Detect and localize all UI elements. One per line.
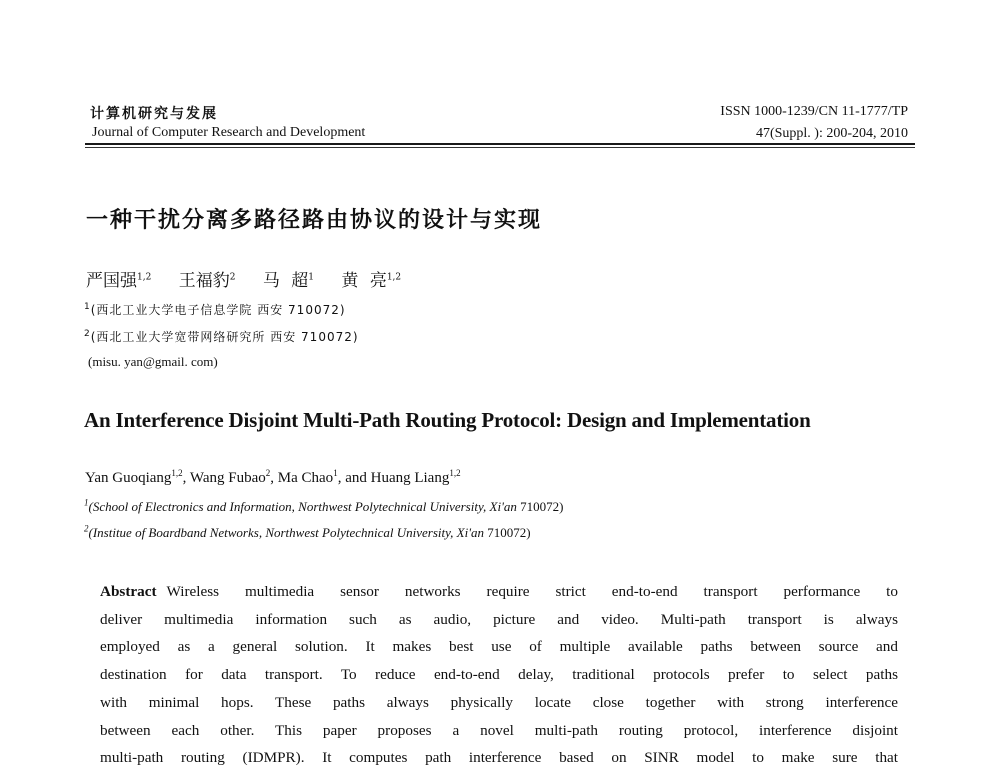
volume-pages: 47(Suppl. ): 200-204, 2010 (755, 126, 908, 141)
abstract-line: Abstract Wireless multimedia sensor networks require strict end-to-end transport performance to (100, 583, 898, 600)
journal-name-cn: 计算机研究与发展 (90, 106, 218, 122)
abstract-line: multi-path routing (IDMPR). It computes path interference based on SINR model to make sure that (100, 749, 898, 767)
affiliation-en: $^1$(School of Electronics and Information, Northwest Polytechnical University, Xi'an 710072) (84, 497, 564, 514)
abstract-line: between each other. This paper proposes a novel multi-path routing protocol, interference disjoint (100, 721, 898, 739)
author-en: Ma Chao$^1$ (277, 468, 338, 486)
affiliation-cn: $^1$(西北工业大学电子信息学院 西安 710072) (84, 302, 346, 317)
author-cn: 马 超$^1$ (262, 271, 315, 291)
abstract-line: with minimal hops. These paths always physically locate close together with strong interference (100, 693, 898, 711)
author-en: Wang Fubao$^2$ (189, 468, 271, 486)
issn: ISSN 1000-1239/CN 11-1777/TP (720, 104, 908, 119)
author-email: (misu. yan@gmail. com) (88, 354, 218, 369)
abstract-line: employed as a general solution. It makes best use of multiple available paths between source and (100, 638, 898, 656)
author-en: Huang Liang$^{1,2}$ (370, 468, 461, 486)
title-en: An Interference Disjoint Multi-Path Routing Protocol: Design and Implementation (84, 408, 811, 432)
abstract-line: destination for data transport. To reduce end-to-end delay, traditional protocols prefer to select paths (100, 666, 898, 684)
abstract-line: deliver multimedia information such as audio, picture and video. Multi-path transport is always (100, 610, 898, 628)
author-cn: 严国强$^{1,2}$ (86, 271, 152, 291)
journal-name-en: Journal of Computer Research and Development (92, 125, 366, 140)
title-cn: 一种干扰分离多路径路由协议的设计与实现 (86, 208, 543, 233)
header-rule (85, 143, 915, 145)
authors-cn (86, 266, 417, 291)
authors-en: Yan Guoqiang$^{1,2}$, Wang Fubao$^2$, Ma Chao$^1$, and Huang Liang$^{1,2}$ (85, 468, 461, 486)
author-cn: 黄 亮$^{1,2}$ (341, 271, 402, 291)
affiliation-cn: $^2$(西北工业大学宽带网络研究所 西安 710072) (84, 329, 359, 344)
header-rule-thin (85, 147, 915, 148)
affiliation-en: $^2$(Institue of Boardband Networks, Northwest Polytechnical University, Xi'an 710072) (84, 523, 531, 540)
author-en: Yan Guoqiang$^{1,2}$ (85, 468, 183, 486)
abstract-label: Abstract (100, 583, 157, 600)
abstract (100, 578, 898, 772)
author-cn: 王福豹$^2$ (178, 271, 236, 291)
